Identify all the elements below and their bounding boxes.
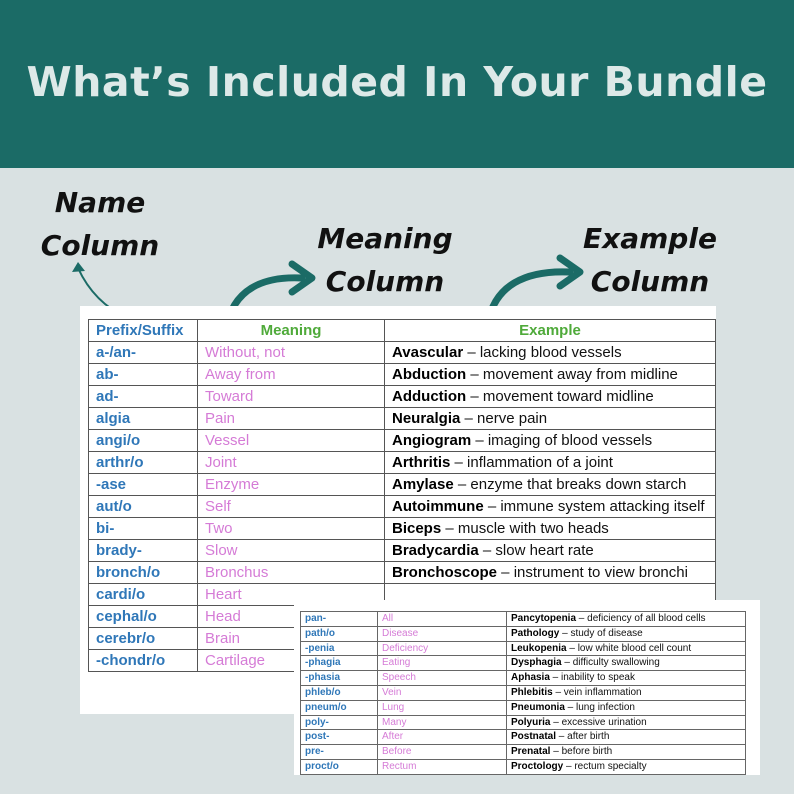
meaning-cell: Heart (198, 584, 385, 606)
example-term: Leukopenia (511, 642, 567, 654)
term-cell: pre- (301, 745, 378, 760)
example-cell (507, 730, 746, 745)
callout-meaning-line1: Meaning (317, 222, 453, 255)
example-cell (507, 745, 746, 760)
example-cell (385, 562, 716, 584)
table-row (301, 641, 746, 656)
example-cell (385, 364, 716, 386)
meaning-cell: All (378, 612, 507, 627)
example-term: Pneumonia (511, 701, 565, 713)
main-table-header (89, 320, 716, 342)
meaning-cell: Enzyme (198, 474, 385, 496)
example-definition: – movement away from midline (466, 366, 678, 383)
table-row (301, 715, 746, 730)
example-term: Phlebitis (511, 686, 553, 698)
example-cell (385, 430, 716, 452)
example-term: Pancytopenia (511, 613, 577, 624)
example-term: Proctology (511, 760, 564, 772)
example-cell (385, 518, 716, 540)
example-definition: – after birth (556, 731, 610, 743)
term-cell: cephal/o (89, 606, 198, 628)
example-cell (385, 342, 716, 364)
term-cell: post- (301, 730, 378, 745)
term-cell: phleb/o (301, 685, 378, 700)
example-term: Abduction (392, 366, 467, 383)
term-cell: -penia (301, 641, 378, 656)
table-row (89, 364, 716, 386)
example-term: Prenatal (511, 746, 551, 758)
example-definition: – lung infection (564, 701, 635, 713)
example-term: Amylase (392, 476, 454, 493)
example-term: Polyuria (511, 716, 551, 728)
table-row (89, 452, 716, 474)
example-term: Postnatal (511, 731, 557, 743)
example-definition: – muscle with two heads (441, 520, 609, 537)
example-cell (507, 671, 746, 686)
example-definition: – enzyme that breaks down starch (453, 476, 687, 493)
meaning-cell: Toward (198, 386, 385, 408)
meaning-cell: Many (378, 715, 507, 730)
example-term: Adduction (392, 388, 467, 405)
table-row (89, 408, 716, 430)
callout-meaning-line2: Column (325, 265, 445, 298)
example-definition: – vein inflammation (552, 686, 642, 698)
term-cell: angi/o (89, 430, 198, 452)
meaning-cell: Self (198, 496, 385, 518)
example-term: Aphasia (511, 672, 550, 684)
example-definition: – immune system attacking itself (483, 498, 705, 515)
example-term: Bronchoscope (392, 564, 498, 581)
example-term: Dysphagia (511, 657, 562, 669)
example-cell (385, 386, 716, 408)
table-row (301, 730, 746, 745)
meaning-cell: Vein (378, 685, 507, 700)
example-definition: – rectum specialty (563, 760, 647, 772)
banner-title: What’s Included In Your Bundle (26, 58, 768, 106)
term-cell: -chondr/o (89, 650, 198, 672)
example-definition: – inflammation of a joint (450, 454, 613, 471)
table-row (301, 656, 746, 671)
table-row (89, 518, 716, 540)
table-row (89, 496, 716, 518)
example-cell (385, 496, 716, 518)
meaning-cell: Away from (198, 364, 385, 386)
term-cell: bi- (89, 518, 198, 540)
meaning-cell: Brain (198, 628, 385, 650)
example-term: Angiogram (392, 432, 472, 449)
example-definition: – lacking blood vessels (463, 344, 622, 361)
term-cell: ad- (89, 386, 198, 408)
term-cell: pneum/o (301, 700, 378, 715)
example-definition: – before birth (550, 746, 613, 758)
term-cell: poly- (301, 715, 378, 730)
example-term: Autoimmune (392, 498, 484, 515)
table-row (89, 386, 716, 408)
table-row (89, 474, 716, 496)
meaning-cell: Before (378, 745, 507, 760)
example-cell (507, 759, 746, 774)
header-example: Example (385, 320, 716, 342)
term-cell: cerebr/o (89, 628, 198, 650)
example-cell (507, 685, 746, 700)
term-cell: ab- (89, 364, 198, 386)
term-cell: proct/o (301, 759, 378, 774)
table-row (301, 626, 746, 641)
term-cell: algia (89, 408, 198, 430)
second-table (300, 611, 746, 775)
table-row (301, 685, 746, 700)
meaning-cell: Lung (378, 700, 507, 715)
example-term: Neuralgia (392, 410, 461, 427)
meaning-cell: After (378, 730, 507, 745)
example-term: Bradycardia (392, 542, 479, 559)
meaning-cell: Slow (198, 540, 385, 562)
table-row (89, 562, 716, 584)
callout-name-line2: Column (40, 229, 160, 262)
meaning-cell: Cartilage (198, 650, 385, 672)
callout-name-line1: Name (54, 186, 146, 219)
meaning-cell: Rectum (378, 759, 507, 774)
callout-example-line1: Example (583, 222, 717, 255)
header-prefix-suffix: Prefix/Suffix (89, 320, 198, 342)
meaning-cell: Vessel (198, 430, 385, 452)
example-definition: – slow heart rate (478, 542, 594, 559)
example-definition: – deficiency of all blood cells (576, 613, 706, 624)
meaning-cell: Speech (378, 671, 507, 686)
term-cell: -phagia (301, 656, 378, 671)
table-row (301, 700, 746, 715)
second-sheet (294, 600, 760, 775)
example-cell (507, 641, 746, 656)
meaning-cell: Eating (378, 656, 507, 671)
example-definition: – low white blood cell count (566, 642, 692, 654)
example-definition: – instrument to view bronchi (497, 564, 688, 581)
term-cell: cardi/o (89, 584, 198, 606)
example-term: Pathology (511, 627, 560, 639)
meaning-cell: Pain (198, 408, 385, 430)
example-term: Biceps (392, 520, 442, 537)
example-term: Avascular (392, 344, 464, 361)
meaning-cell: Head (198, 606, 385, 628)
example-cell (385, 452, 716, 474)
example-cell (507, 700, 746, 715)
term-cell: aut/o (89, 496, 198, 518)
example-definition: – difficulty swallowing (561, 657, 660, 669)
meaning-cell: Joint (198, 452, 385, 474)
example-term: Arthritis (392, 454, 451, 471)
meaning-cell: Without, not (198, 342, 385, 364)
table-row (301, 759, 746, 774)
header-meaning: Meaning (198, 320, 385, 342)
example-cell (507, 612, 746, 627)
term-cell: brady- (89, 540, 198, 562)
term-cell: -ase (89, 474, 198, 496)
term-cell: path/o (301, 626, 378, 641)
term-cell: a-/an- (89, 342, 198, 364)
callout-example-line2: Column (590, 265, 710, 298)
meaning-cell: Bronchus (198, 562, 385, 584)
example-definition: – excessive urination (550, 716, 647, 728)
table-row (89, 342, 716, 364)
meaning-cell: Two (198, 518, 385, 540)
term-cell: arthr/o (89, 452, 198, 474)
example-cell (385, 474, 716, 496)
example-definition: – movement toward midline (466, 388, 654, 405)
table-row (89, 430, 716, 452)
example-definition: – study of disease (559, 627, 643, 639)
example-definition: – imaging of blood vessels (471, 432, 653, 449)
example-cell (507, 715, 746, 730)
example-cell (507, 626, 746, 641)
term-cell: bronch/o (89, 562, 198, 584)
example-definition: – nerve pain (460, 410, 548, 427)
table-row (89, 540, 716, 562)
example-cell (385, 408, 716, 430)
term-cell: -phasia (301, 671, 378, 686)
meaning-cell: Deficiency (378, 641, 507, 656)
meaning-cell: Disease (378, 626, 507, 641)
term-cell: pan- (301, 612, 378, 627)
table-row (301, 671, 746, 686)
table-row (301, 612, 746, 627)
example-cell (385, 540, 716, 562)
example-cell (507, 656, 746, 671)
table-row (301, 745, 746, 760)
example-definition: – inability to speak (549, 672, 635, 684)
